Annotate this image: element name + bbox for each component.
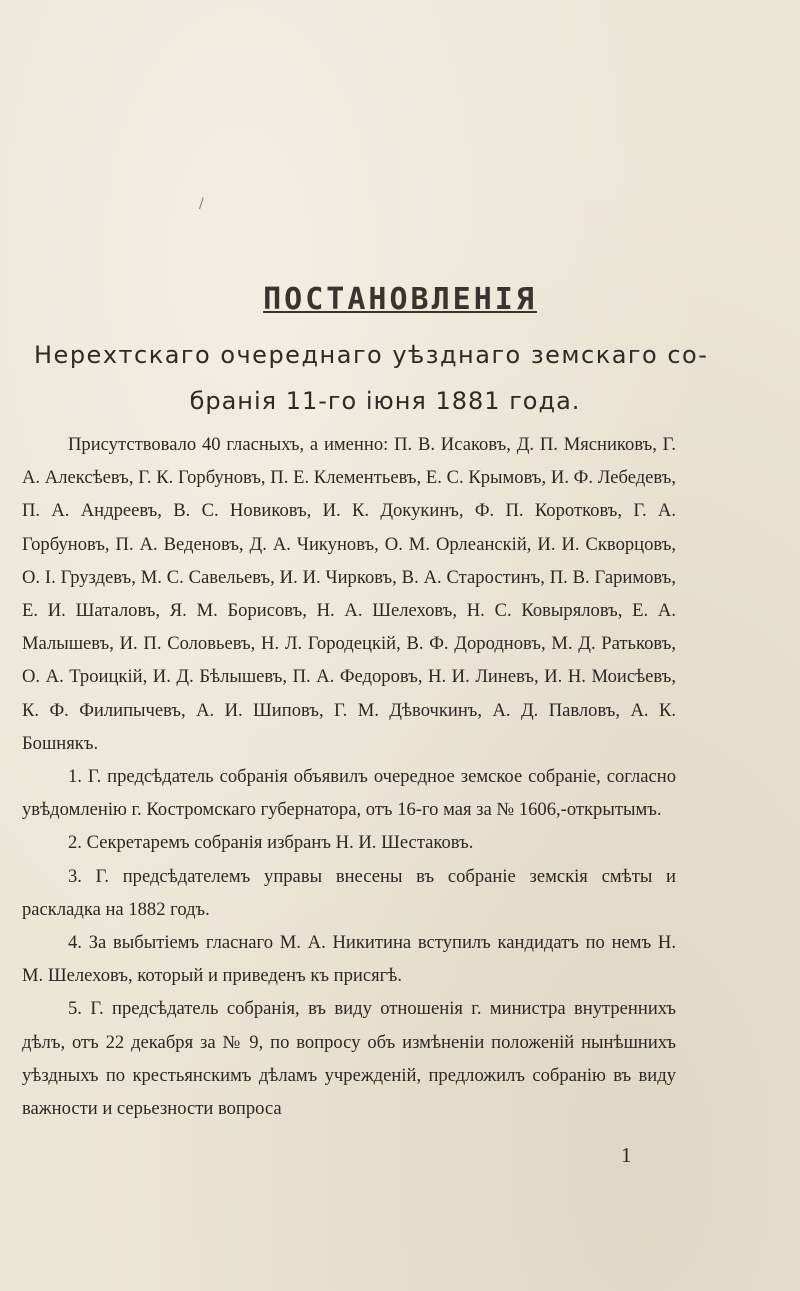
subtitle-line-2: бранія 11-го іюня 1881 года.	[189, 387, 581, 415]
resolution-1: 1. Г. предсѣдатель собранія объявилъ очередное земское собраніе, согласно увѣдомленію г. Костромскаго губернатора, отъ 16-го мая за № 1606,-открытымъ.	[22, 766, 676, 821]
resolution-4: 4. За выбытіемъ гласнаго М. А. Никитина вступилъ кандидатъ по немъ Н. М. Шелеховъ, который и приведенъ къ присягѣ.	[22, 932, 676, 987]
pencil-mark: /	[199, 196, 204, 212]
subtitle-line-1: Нерехтскаго очереднаго уѣзднаго земскаго со-	[34, 341, 709, 369]
attendance-paragraph: Присутствовало 40 гласныхъ, а именно: П. В. Исаковъ, Д. П. Мясниковъ, Г. А. Алексѣевъ, Г. К. Горбуновъ, П. Е. Клементьевъ, Е. С. Крымовъ, И. Ф. Лебедевъ, П. А. Андреевъ, В. С. Новиковъ, И. К. Докукинъ, Ф. П. Коротковъ, Г. А. Горбуновъ, П. А. Веденовъ, Д. А. Чикуновъ, О. М. Орлеанскій, И. И. Скворцовъ, О. І. Груздевъ, М. С. Савельевъ, И. И. Чирковъ, В. А. Старостинъ, П. В. Гаримовъ, Е. И. Шаталовъ, Я. М. Борисовъ, Н. А. Шелеховъ, Н. С. Ковыряловъ, Е. А. Малышевъ, И. П. Соловьевъ, Н. Л. Городецкій, В. Ф. Дородновъ, М. Д. Ратьковъ, О. А. Троицкій, И. Д. Бѣлышевъ, П. А. Федоровъ, Н. И. Линевъ, И. Н. Моисѣевъ, К. Ф. Филипычевъ, А. И. Шиповъ, Г. М. Дѣвочкинъ, А. Д. Павловъ, А. К. Бошнякъ.	[22, 434, 676, 754]
document-title: ПОСТАНОВЛЕНІЯ	[263, 282, 537, 317]
page-number: 1	[621, 1143, 632, 1167]
resolution-3: 3. Г. предсѣдателемъ управы внесены въ собраніе земскія смѣты и раскладка на 1882 годъ.	[22, 865, 676, 920]
resolution-2: 2. Секретаремъ собранія избранъ Н. И. Шестаковъ.	[68, 832, 474, 854]
resolution-5: 5. Г. предсѣдатель собранія, въ виду отношенія г. министра внутреннихъ дѣлъ, отъ 22 декабря за № 9, по вопросу объ измѣненіи положеній нынѣшнихъ уѣздныхъ по крестьянскимъ дѣламъ учрежденій, предложилъ собранію въ виду важности и серьезности вопроса	[22, 998, 676, 1120]
document-body	[22, 428, 676, 1125]
